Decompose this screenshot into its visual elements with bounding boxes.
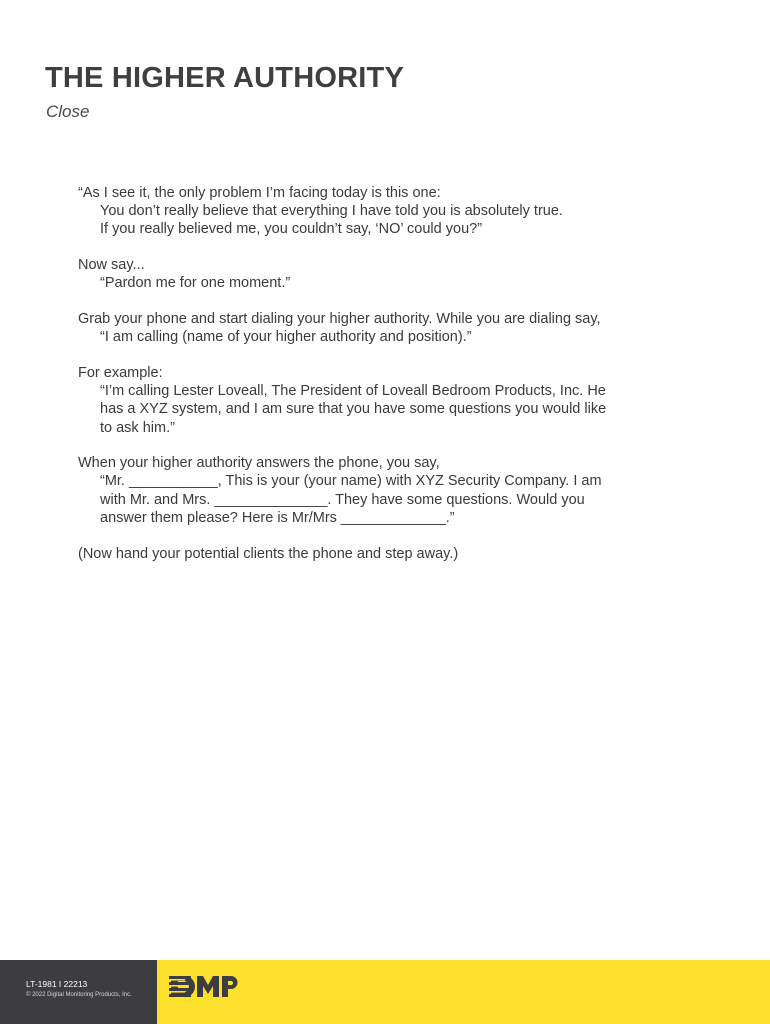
text-line: Now say... [78,257,145,274]
text-line: has a XYZ system, and I am sure that you have some questions you would like [100,401,607,418]
paragraph-dialing [78,310,718,346]
paragraph-hand-phone [78,545,718,563]
page-title: THE HIGHER AUTHORITY [45,62,404,94]
paragraph-objection [78,184,718,239]
footer-info-panel [0,960,157,1024]
paragraph-pardon [78,256,718,292]
text-line: (Now hand your potential clients the phone and step away.) [78,545,459,562]
text-line: “Pardon me for one moment.” [100,275,291,292]
script-body [78,184,718,580]
text-line: “I’m calling Lester Loveall, The President of Loveall Bedroom Products, Inc. He [100,383,606,400]
document-code: LT-1981 I 22213 [26,979,88,989]
footer-bar [0,960,770,1024]
text-line: You don’t really believe that everything I have told you is absolutely true. [100,203,563,220]
text-line: For example: [78,364,163,381]
text-line: Grab your phone and start dialing your higher authority. While you are dialing say, [78,311,601,328]
paragraph-phone-script [78,454,718,527]
text-line: to ask him.” [100,419,175,436]
text-line: “Mr. ___________, This is your (your name) with XYZ Security Company. I am [100,473,602,490]
page-subtitle: Close [46,102,90,121]
text-line: “I am calling (name of your higher authority and position).” [100,329,472,346]
dmp-logo-icon [169,974,239,1002]
text-line: with Mr. and Mrs. ______________. They have some questions. Would you [100,491,585,508]
text-line: If you really believed me, you couldn’t say, ‘NO’ could you?” [100,221,483,238]
paragraph-example [78,364,718,437]
footer-brand-panel [157,960,770,1024]
text-line: answer them please? Here is Mr/Mrs _____________.” [100,509,455,526]
copyright-notice: © 2022 Digital Monitoring Products, Inc. [26,992,132,998]
text-line: When your higher authority answers the phone, you say, [78,455,440,472]
text-line: “As I see it, the only problem I’m facing today is this one: [78,185,441,201]
